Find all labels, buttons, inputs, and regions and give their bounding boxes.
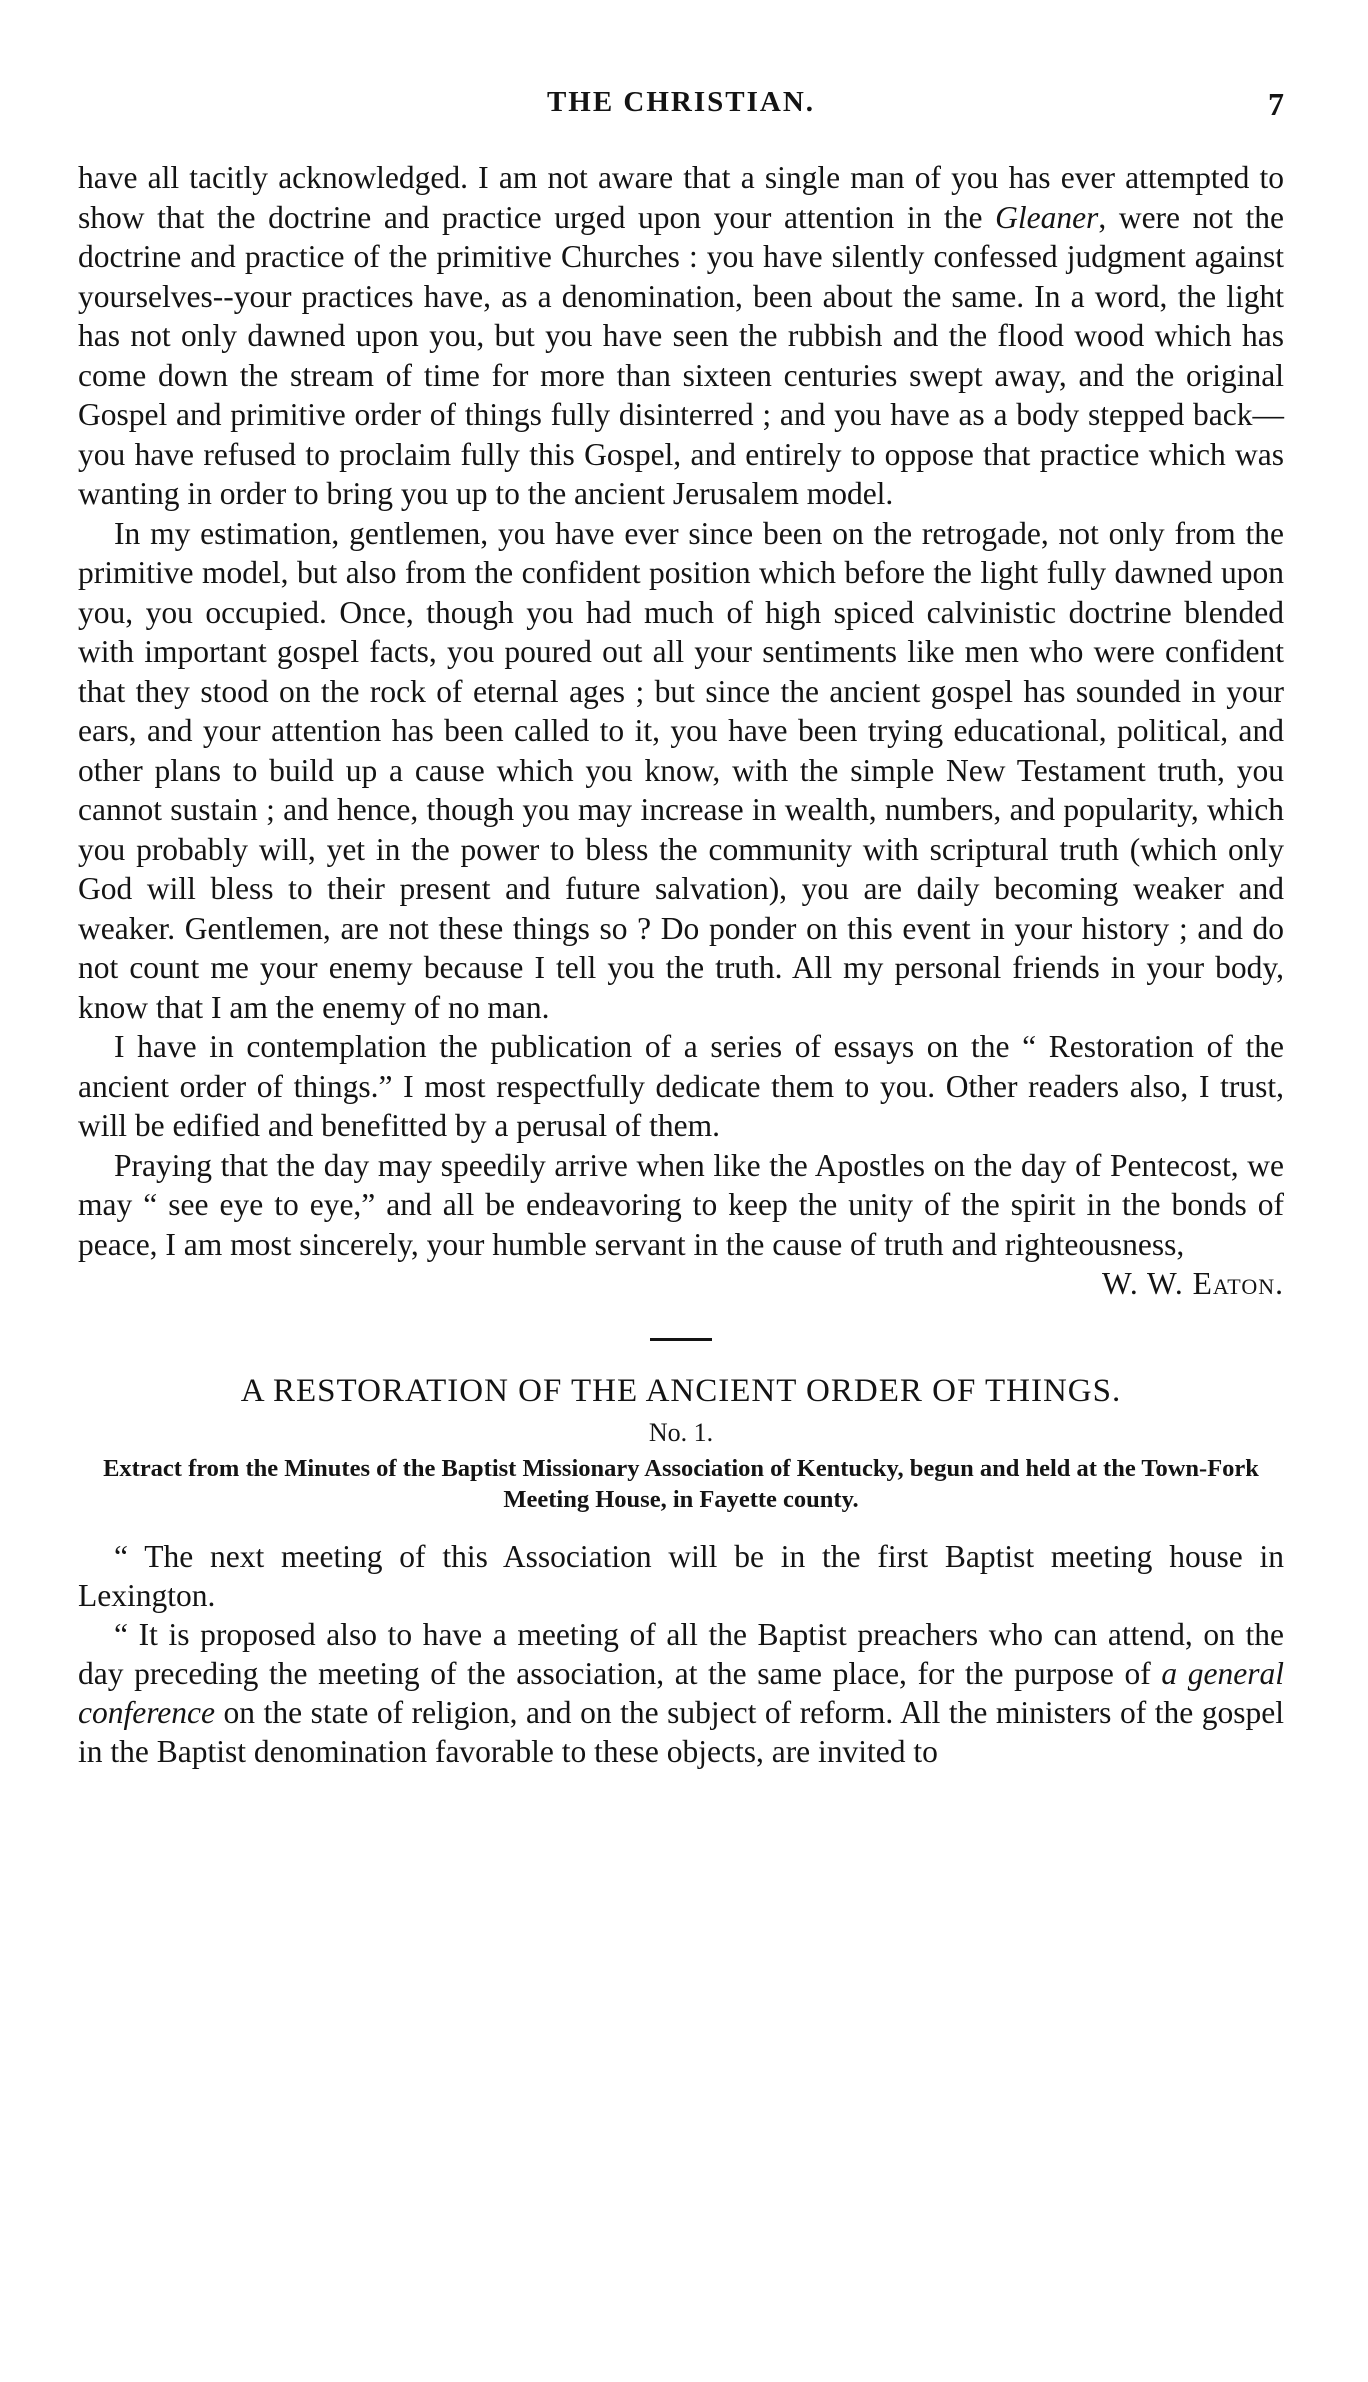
letter-paragraph-4: Praying that the day may speedily arrive when like the Apostles on the day of Pentecost, we may “ see eye to eye,” and all be endeavoring to keep the unity of the spirit in the bonds of peace, I am most sincerely, your humble servant in the cause of truth and righteousness, bbox=[78, 1147, 1284, 1262]
article-paragraph-2: “ It is proposed also to have a meeting of all the Baptist preachers who can attend, on the day preceding the meeting of the association, at the same place, for the purpose of a general conference on the state of religion, and on the subject of reform. All the ministers of the gospel in the Baptist denomination favorable to these objects, are invited to bbox=[78, 1617, 1284, 1769]
letter-paragraph-2: In my estimation, gentlemen, you have ever since been on the retrogade, not only from the primitive model, but also from the confident position which before the light fully dawned upon you, you occupied. Once, though you had much of high spiced calvinistic doctrine blended with important gospel facts, you poured out all your sentiments like men who were confident that they stood on the rock of eternal ages ; but since the ancient gospel has sounded in your ears, and your attention has been called to it, you have been trying educational, political, and other plans to build up a cause which you know, with the simple New Testament truth, you cannot sustain ; and hence, though you may increase in wealth, numbers, and popularity, which you probably will, yet in the power to bless the community with scriptural truth (which only God will bless to their present and future salvation), you are daily becoming weaker and weaker. Gentlemen, are not these things so ? Do ponder on this event in your history ; and do not count me your enemy because I tell you the truth. All my personal friends in your body, know that I am the enemy of no man. bbox=[78, 515, 1284, 1025]
article-paragraph-1: “ The next meeting of this Association will be in the first Baptist meeting house in Lexington. bbox=[78, 1539, 1284, 1613]
article-title: A RESTORATION OF THE ANCIENT ORDER OF THINGS. bbox=[240, 1373, 1122, 1409]
section-divider bbox=[650, 1338, 712, 1341]
signature: W. W. Eaton. bbox=[1102, 1266, 1284, 1301]
article-number: No. 1. bbox=[648, 1418, 714, 1447]
letter-paragraph-1: have all tacitly acknowledged. I am not aware that a single man of you has ever attempted to show that the doctrine and practice urged upon your attention in the Gleaner, were not the doctrine and practice of the primitive Churches : you have silently confessed judgment against yourselves--your practices have, as a denomination, been about the same. In a word, the light has not only dawned upon you, but you have seen the rubbish and the flood wood which has come down the stream of time for more than sixteen centuries swept away, and the original Gospel and primitive order of things fully disinterred ; and you have as a body stepped back—you have refused to proclaim fully this Gospel, and entirely to oppose that practice which was wanting in order to bring you up to the ancient Jerusalem model. bbox=[78, 160, 1284, 511]
italic-phrase: Gleaner bbox=[995, 199, 1099, 235]
letter-paragraph-3: I have in contemplation the publication of a series of essays on the “ Restoration of the ancient order of things.” I most respectfully dedicate them to you. Other readers also, I trust, will be edified and benefitted by a perusal of them. bbox=[78, 1029, 1284, 1143]
book-page bbox=[78, 86, 1284, 1771]
article-source-note: Extract from the Minutes of the Baptist Missionary Association of Kentucky, begun and held at the Town-Fork Meeting House, in Fayette county. bbox=[103, 1455, 1259, 1513]
italic-phrase: a general conference bbox=[78, 1656, 1284, 1730]
running-head bbox=[78, 86, 1284, 138]
running-title: THE CHRISTIAN. bbox=[546, 86, 816, 118]
page-number: 7 bbox=[1268, 86, 1284, 122]
